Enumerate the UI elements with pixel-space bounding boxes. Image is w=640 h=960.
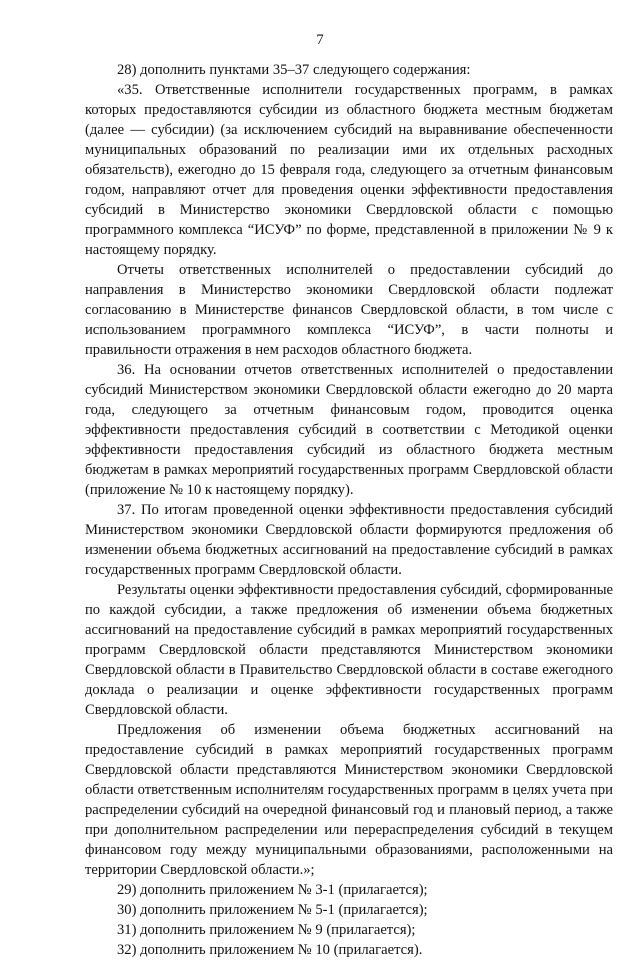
list-item-32: 32) дополнить приложением № 10 (прилагается). bbox=[117, 942, 423, 958]
paragraph-37: 37. По итогам проведенной оценки эффективности предоставления субсидий Министерством экономики Свердловской области формируются предложения об изменении объема бюджетных ассигнований на предоставление субсидий в рамках государственных программ Свердловской области. bbox=[85, 502, 613, 578]
paragraph-proposals: Предложения об изменении объема бюджетных ассигнований на предоставление субсидий в рамках мероприятий государственных программ Свердловской области представляются Министерством экономики Свердловской области ответственным исполнителям государственных программ в целях учета при распределении субсидий на очередной финансовый год и плановый период, а также при дополнительном распределении или перераспределения субсидий в текущем финансовом году между муниципальными образованиями, расположенными на территории Свердловской области.»; bbox=[85, 722, 613, 878]
intro-line: 28) дополнить пунктами 35–37 следующего содержания: bbox=[117, 62, 471, 78]
page-number: 7 bbox=[316, 32, 324, 48]
list-item-29: 29) дополнить приложением № 3-1 (прилагается); bbox=[117, 882, 428, 898]
paragraph-35: «35. Ответственные исполнители государственных программ, в рамках которых предоставляются субсидии из областного бюджета местным бюджетам (далее — субсидии) (за исключением субсидий на выравнивание обеспеченности муниципальных образований по реализации ими их отдельных расходных обязательств), ежегодно до 15 февраля года, следующего за отчетным финансовым годом, направляют отчет для проведения оценки эффективности предоставления субсидий в Министерство экономики Свердловской области с помощью программного комплекса “ИСУФ” по форме, представленной в приложении № 9 к настоящему порядку. bbox=[85, 82, 613, 258]
document-body bbox=[85, 60, 613, 960]
list-item-31: 31) дополнить приложением № 9 (прилагается); bbox=[117, 922, 416, 938]
paragraph-36: 36. На основании отчетов ответственных исполнителей о предоставлении субсидий Министерством экономики Свердловской области ежегодно до 20 марта года, следующего за отчетным финансовым годом, проводится оценка эффективности предоставления субсидий в соответствии с Методикой оценки эффективности предоставления субсидий из областного бюджета местным бюджетам в рамках мероприятий государственных программ Свердловской области (приложение № 10 к настоящему порядку). bbox=[85, 362, 613, 498]
paragraph-results: Результаты оценки эффективности предоставления субсидий, сформированные по каждой субсидии, а также предложения об изменении объема бюджетных ассигнований на предоставление субсидий в рамках мероприятий государственных программ Свердловской области представляются Министерством экономики Свердловской области в Правительство Свердловской области в составе ежегодного доклада о реализации и оценке эффективности государственных программ Свердловской области. bbox=[85, 582, 613, 718]
list-item-30: 30) дополнить приложением № 5-1 (прилагается); bbox=[117, 902, 428, 918]
paragraph-reports: Отчеты ответственных исполнителей о предоставлении субсидий до направления в Министерство экономики Свердловской области подлежат согласованию в Министерстве финансов Свердловской области, в том числе с использованием программного комплекса “ИСУФ”, в части полноты и правильности отражения в нем расходов областного бюджета. bbox=[85, 262, 613, 358]
